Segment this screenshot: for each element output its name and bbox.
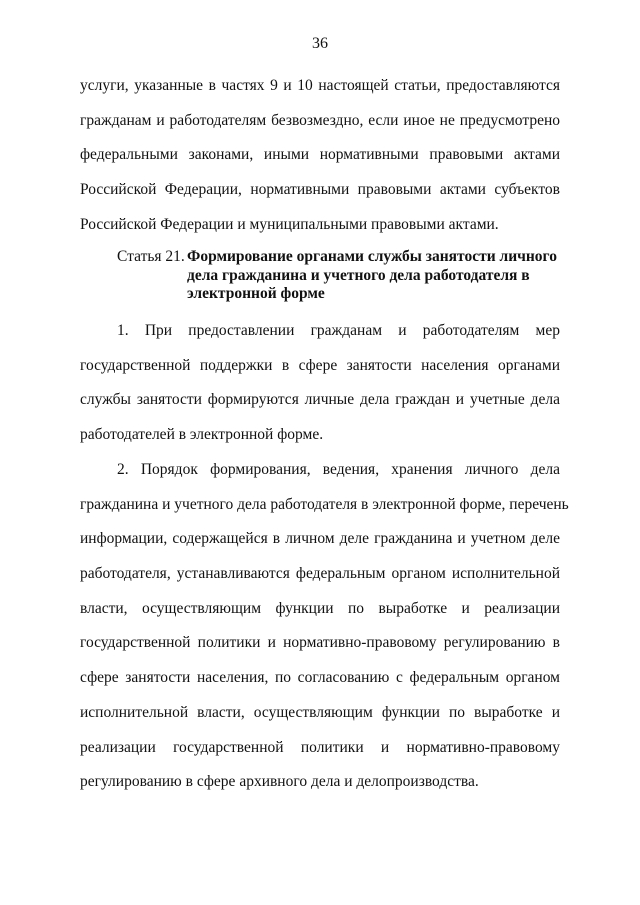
clause-1	[80, 320, 560, 459]
article-title-line: дела гражданина и учетного дела работодателя в	[187, 266, 530, 284]
text-line: государственной поддержки в сфере занятости населения органами	[80, 356, 560, 374]
text-line: Российской Федерации, нормативными правовыми актами субъектов	[80, 181, 560, 199]
text-line: исполнительной власти, осуществляющим функции по выработке и	[80, 703, 560, 721]
article-title	[187, 248, 557, 304]
text-line: сфере занятости населения, по согласованию с федеральным органом	[80, 669, 560, 687]
article-number: Статья 21.	[117, 248, 185, 265]
text-line: 2. Порядок формирования, ведения, хранения личного дела	[117, 461, 560, 478]
text-line: работодателя, устанавливаются федеральным органом исполнительной	[80, 565, 560, 583]
paragraph-continued	[80, 75, 560, 248]
text-line: государственной политики и нормативно-правовому регулированию в	[80, 634, 560, 652]
text-line: работодателей в электронной форме.	[80, 426, 324, 444]
text-line: власти, осуществляющим функции по выработке и реализации	[80, 599, 560, 617]
text-line: гражданам и работодателям безвозмездно, если иное не предусмотрено	[80, 111, 560, 129]
text-line: федеральными законами, иными нормативными правовыми актами	[80, 146, 560, 164]
text-line: Российской Федерации и муниципальными правовыми актами.	[80, 215, 499, 233]
text-line: информации, содержащейся в личном деле гражданина и учетном деле	[80, 530, 560, 548]
article-title-line: электронной форме	[187, 285, 325, 302]
text-line: службы занятости формируются личные дела граждан и учетные дела	[80, 391, 560, 409]
text-line: гражданина и учетного дела работодателя в электронной форме, перечень	[80, 495, 569, 513]
text-line: услуги, указанные в частях 9 и 10 настоящей статьи, предоставляются	[80, 77, 560, 94]
text-line: 1. При предоставлении гражданам и работодателям мер	[117, 322, 560, 339]
page-number: 36	[312, 35, 328, 52]
text-line: регулированию в сфере архивного дела и делопроизводства.	[80, 773, 479, 791]
article-title-line: Формирование органами службы занятости личного	[187, 248, 557, 265]
clause-2	[80, 459, 569, 806]
text-line: реализации государственной политики и нормативно-правовому	[80, 738, 560, 756]
